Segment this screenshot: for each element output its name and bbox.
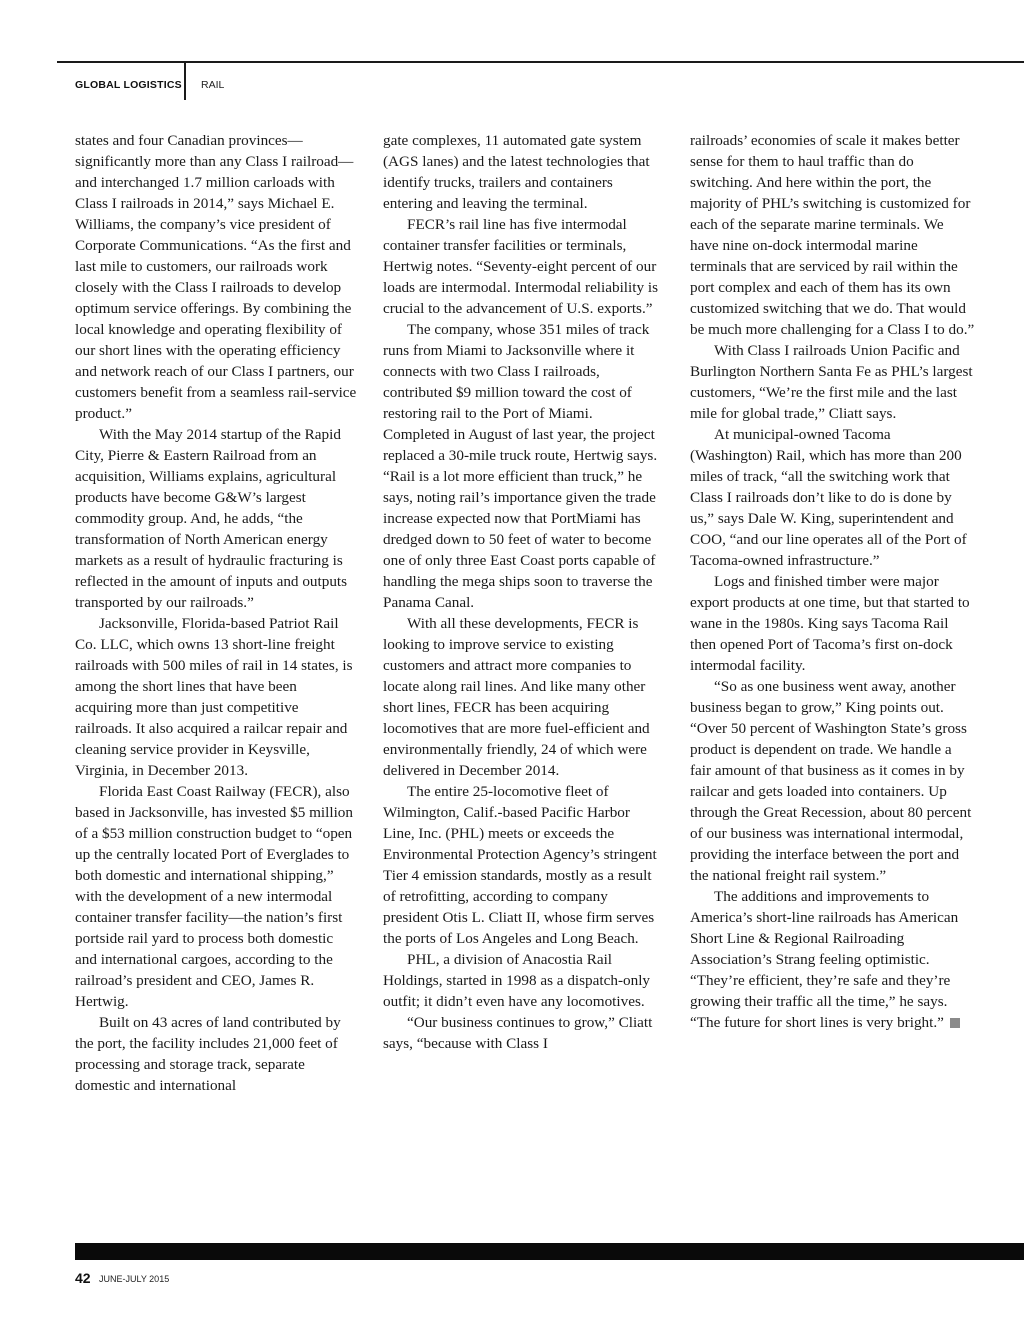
page-number: 42 — [75, 1270, 91, 1286]
header-rule — [57, 61, 1024, 63]
paragraph: The entire 25-locomotive fleet of Wilmington, Calif.-based Pacific Harbor Line, Inc. (PHL) meets or exceeds the Environmental Protection Agency’s stringent Tier 4 emission standards, mostly as a result of retrofitting, according to company president Otis L. Cliatt II, whose firm serves the ports of Los Angeles and Long Beach. — [383, 783, 657, 947]
article-column-3 — [690, 130, 975, 1033]
header-divider — [184, 62, 186, 100]
article-column-2 — [383, 130, 663, 1054]
paragraph: “So as one business went away, another business began to grow,” King points out. “Over 50 percent of Washington State’s gross product is dependent on trade. We handle a fair amount of that business as it comes in by railcar and gets loaded into containers. Up through the Great Recession, about 80 percent of our business was international intermodal, providing the interface between the port and the national freight rail system.” — [690, 678, 972, 884]
article-column-1 — [75, 130, 357, 1096]
paragraph: railroads’ economies of scale it makes better sense for them to haul traffic than do switching. And here within the port, the majority of PHL’s switching is customized for each of the separate marine terminals. We have nine on-dock intermodal marine terminals that are serviced by rail within the port complex and each of them has its own customized switching that we do. That would be much more challenging for a Class I to do.” — [690, 132, 975, 338]
end-of-article-icon — [950, 1018, 960, 1028]
paragraph: Florida East Coast Railway (FECR), also based in Jacksonville, has invested $5 million of a $53 million construction budget to “open up the centrally located Port of Everglades to both domestic and international shipping,” with the development of a new intermodal container transfer facility—the nation’s first portside rail yard to process both domestic and international cargoes, according to the railroad’s president and CEO, James R. Hertwig. — [75, 783, 353, 1010]
last-paragraph — [690, 886, 975, 1033]
paragraph: The company, whose 351 miles of track runs from Miami to Jacksonville where it connects with two Class I railroads, contributed $9 million toward the cost of restoring rail to the Port of Miami. Completed in August of last year, the project replaced a 30-mile truck route, Hertwig says. “Rail is a lot more efficient than truck,” he says, noting rail’s importance given the trade increase expected now that PortMiami has dredged down to 50 feet of water to become one of only three East Coast ports capable of handling the mega ships soon to traverse the Panama Canal. — [383, 321, 658, 611]
last-paragraph-text: The additions and improvements to America’s short-line railroads has American Short Line & Regional Railroading Association’s Strang feeling optimistic. “They’re efficient, they’re safe and they’re growing their traffic all the time,” he says. “The future for short lines is very bright.” — [690, 888, 959, 1031]
paragraph: Jacksonville, Florida-based Patriot Rail Co. LLC, which owns 13 short-line freight railroads with 500 miles of rail in 14 states, is among the short lines that have been acquiring more than just competitive railroads. It also acquired a railcar repair and cleaning service provider in Keysville, Virginia, in December 2013. — [75, 615, 353, 779]
section-label: GLOBAL LOGISTICS — [75, 79, 182, 91]
paragraph: PHL, a division of Anacostia Rail Holdings, started in 1998 as a dispatch-only outfit; it didn’t even have any locomotives. — [383, 951, 651, 1010]
paragraph: Built on 43 acres of land contributed by the port, the facility includes 21,000 feet of processing and storage track, separate domestic and international — [75, 1014, 341, 1094]
footer-band — [75, 1243, 1024, 1260]
paragraph: At municipal-owned Tacoma (Washington) Rail, which has more than 200 miles of track, “all the switching work that Class I railroads don’t like to do is done by us,” says Dale W. King, superintendent and COO, “and our line operates all of the Port of Tacoma-owned infrastructure.” — [690, 426, 967, 569]
paragraph: With the May 2014 startup of the Rapid City, Pierre & Eastern Railroad from an acquisition, Williams explains, agricultural products have become G&W’s largest commodity group. And, he adds, “the transformation of North American energy markets as a result of hydraulic fracturing is reflected in the amount of inputs and outputs transported by our railroads.” — [75, 426, 348, 611]
paragraph: states and four Canadian provinces—significantly more than any Class I railroad—and interchanged 1.7 million carloads with Class I railroads in 2014,” says Michael E. Williams, the company’s vice president of Corporate Communications. “As the first and last mile to customers, our railroads work closely with the Class I railroads to develop optimum service offerings. By combining the local knowledge and operating flexibility of our short lines with the operating efficiency and network reach of our Class I partners, our customers benefit from a seamless rail-service product.” — [75, 132, 357, 422]
paragraph: With all these developments, FECR is looking to improve service to existing customers and attract more companies to locate along rail lines. And like many other short lines, FECR has been acquiring locomotives that are more fuel-efficient and environmentally friendly, 24 of which were delivered in December 2014. — [383, 615, 650, 779]
paragraph: Logs and finished timber were major export products at one time, but that started to wane in the 1980s. King says Tacoma Rail then opened Port of Tacoma’s first on-dock intermodal facility. — [690, 573, 970, 674]
issue-date: JUNE-JULY 2015 — [99, 1274, 170, 1284]
paragraph: gate complexes, 11 automated gate system (AGS lanes) and the latest technologies that identify trucks, trailers and containers entering and leaving the terminal. — [383, 132, 650, 212]
paragraph: “Our business continues to grow,” Cliatt says, “because with Class I — [383, 1014, 653, 1052]
paragraph: FECR’s rail line has five intermodal container transfer facilities or terminals, Hertwig notes. “Seventy-eight percent of our loads are intermodal. Intermodal reliability is crucial to the advancement of U.S. exports.” — [383, 216, 658, 317]
paragraph: With Class I railroads Union Pacific and Burlington Northern Santa Fe as PHL’s largest customers, “We’re the first mile and the last mile for global trade,” Cliatt says. — [690, 342, 973, 422]
subsection-label: RAIL — [201, 79, 225, 91]
